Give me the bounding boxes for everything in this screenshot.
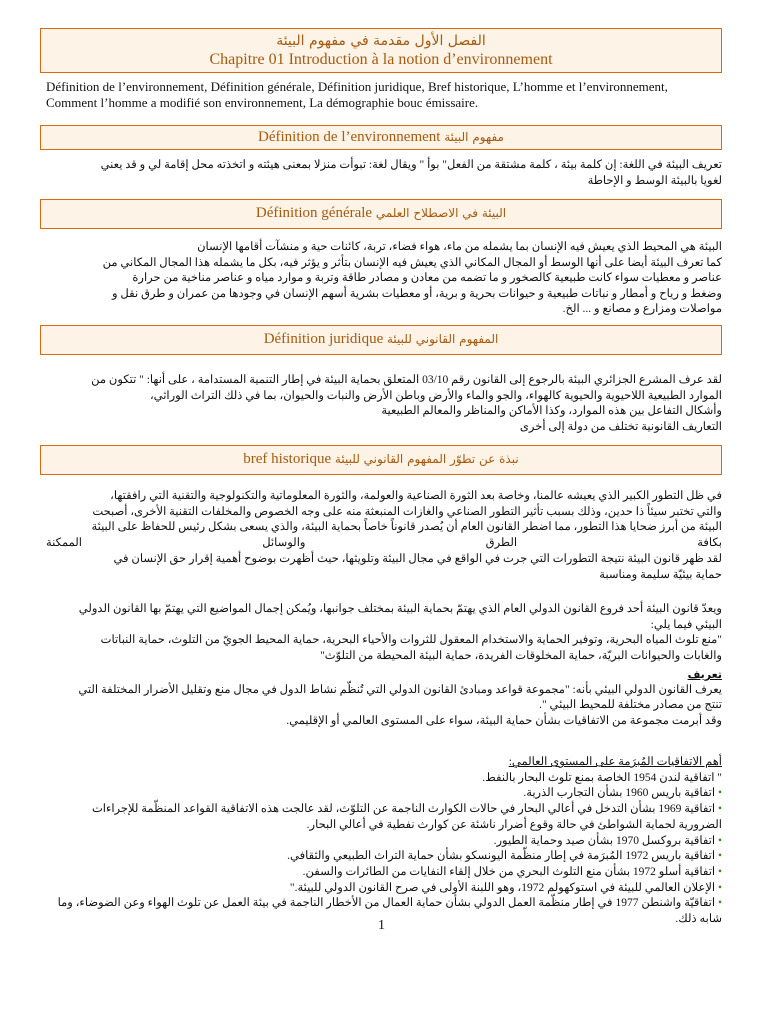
list-item bbox=[46, 834, 722, 850]
agreements-list bbox=[46, 755, 722, 928]
section-generale-box bbox=[40, 199, 722, 229]
bullet-icon: • bbox=[715, 865, 722, 878]
list-item-text: اتفاقية بروكسل 1970 بشأن صيد وحماية الطيور. bbox=[493, 834, 716, 847]
agreements-heading: أهم الاتفاقيات المُبرَمة على المستوى العالمي: bbox=[508, 756, 722, 768]
text-line: لغويا بالبيئة الوسط و الإحاطة bbox=[587, 175, 722, 187]
text-line: البيئة من أبرز ضحايا هذا التطور، مما اضطر القانون العام أن يُصدر قانوناً خاصاً بحماية البيئة، والذي يسعى بشكل رئيس للحفاظ على البيئة bbox=[91, 521, 722, 534]
text-line: مواصلات ومزارع و مصانع و ... الخ. bbox=[562, 303, 722, 316]
list-item-text: " اتفاقية لندن 1954 الخاصة بمنع تلوث البحار بالنفط. bbox=[482, 771, 722, 784]
list-item-text: اتفاقية أسلو 1972 بشأن منع التلوث البحري من خلال إلقاء النفايات من الطائرات والسفن. bbox=[302, 865, 716, 878]
text-line: تنتج من مصادر مختلفة للمحيط البيئي ". bbox=[539, 699, 722, 712]
section-bref-fr: bref historique bbox=[243, 451, 332, 467]
bullet-icon: • bbox=[715, 834, 722, 847]
list-item-text: اتفاقية باريس 1960 بشأن التجارب الذرية. bbox=[523, 787, 716, 800]
tarif-paragraph bbox=[46, 667, 722, 730]
list-item bbox=[46, 771, 722, 787]
text-line: عناصر و معطيات سواء كانت طبيعية كالصخور و ما تضمه من معادن و مصادر طاقة وتربة و موارد مياه و عناصر مناخية من حرارة bbox=[132, 272, 722, 285]
section-env-fr: Définition de l’environnement bbox=[258, 129, 441, 145]
section-bref-box bbox=[40, 445, 722, 475]
section-juridique-box bbox=[40, 325, 722, 355]
text-line: حماية بيئيّة سليمة ومناسبة bbox=[599, 568, 722, 581]
bullet-icon: • bbox=[715, 850, 722, 863]
list-item bbox=[46, 881, 722, 897]
text-line: التعاريف القانونية تختلف من دولة إلى أخرى bbox=[519, 420, 722, 433]
env-paragraph bbox=[46, 157, 722, 189]
chapter-title-box bbox=[40, 28, 722, 73]
list-item bbox=[46, 849, 722, 865]
chapter-title-fr: Chapitre 01 Introduction à la notion d’environnement bbox=[209, 51, 553, 68]
list-item-text: اتفاقية باريس 1972 المُبرَمة في إطار منظّمة اليونسكو بشأن حماية التراث الطبيعي والثقافي. bbox=[287, 850, 716, 863]
text-line: وأشكال التفاعل بين هذه الموارد، وكذا الأماكن والمناظر والمعالم الطبيعية bbox=[381, 405, 722, 417]
text-line: تعريف البيئة في اللغة: إن كلمة بيئة ، كلمة مشتقة من الفعل" بوأ " ويقال لغة: تبوأت منزلا بمعنى هيئته و اتخذته محل إقامة لي و قد يعني bbox=[100, 159, 722, 171]
page-number: 1 bbox=[378, 918, 385, 933]
bullet-icon: • bbox=[715, 897, 722, 910]
text-line: "منع تلوث المياه البحرية، وتوفير الحماية والاستخدام المعقول للثروات والأحياء البحرية، حماية المحيط الجويّ من التلوث، حماية النباتات bbox=[100, 634, 722, 647]
list-item-text: اتفاقية 1969 بشأن التدخل في أعالي البحار في حالات الكوارث الناجمة عن التلوّث، لقد عالجت هذه الاتفاقية القواعد المنظّمة للإجراءات الضرورية لحماية الشواطئ في حالة وقوع أضرار ناشئة عن كوارث نفطية في أعالي البحار. bbox=[91, 803, 722, 831]
list-item-text: الإعلان العالمي للبيئة في استوكهولم 1972، وهو اللبنة الأولى في صرح القانون الدولي للبيئة." bbox=[289, 881, 716, 894]
section-generale-fr: Définition générale bbox=[255, 205, 373, 221]
list-item-text: اتفاقيّة واشنطن 1977 في إطار منظّمة العمل الدولي بشأن حماية العمال من الأخطار الناجمة في بيئة العمل عن تلوث الهواء وعن الضوضاء، وما شابه ذلك. bbox=[57, 897, 722, 926]
text-line: ويعدّ قانون البيئة أحد فروع القانون الدولي العام الذي يهتمّ بحماية البيئة بمختلف جوانبها، ويُمكن إجمال المواضيع التي يهتمّ بها القانون الدولي bbox=[78, 603, 722, 615]
droit-paragraph bbox=[46, 602, 722, 665]
bullet-icon: • bbox=[715, 787, 722, 800]
text-line: الموارد الطبيعية اللاحيوية والحيوية كالهواء، والجو والماء والأرض وباطن الأرض والنبات والحيوان، بما في ذلك التراث الوراثي، bbox=[149, 389, 722, 402]
intro-paragraph: Définition de l’environnement, Définition générale, Définition juridique, Bref historique, L’homme et l’environnement, Comment l’homme a modifié son environnement, La démographie bouc émissaire. bbox=[46, 79, 668, 110]
section-env-box bbox=[40, 125, 722, 150]
section-juridique-fr: Définition juridique bbox=[263, 331, 384, 347]
section-generale-ar: البيئة في الاصطلاح العلمي bbox=[375, 206, 507, 220]
generale-paragraph bbox=[46, 240, 722, 318]
text-line: كما تعرف البيئة أيضا على أنها الوسط أو المجال المكاني الذي يعيش فيه الإنسان بتأثر و يؤثر فيه، بكل ما يشمله هذا المجال المكاني من bbox=[102, 256, 722, 269]
bullet-icon: • bbox=[715, 803, 722, 816]
bullet-icon: • bbox=[715, 881, 722, 894]
text-line: والغابات والحيوانات البريّة، حماية المخلوقات الفريدة، حماية البيئة المحيطة من التلوّث" bbox=[320, 650, 722, 663]
text-line: بكافة الطرق والوسائل الممكنة bbox=[46, 537, 722, 550]
list-item bbox=[46, 786, 722, 802]
list-item bbox=[46, 865, 722, 881]
tarif-label: تعريف bbox=[687, 668, 722, 681]
section-bref-ar: نبذة عن تطوّر المفهوم القانوني للبيئة bbox=[334, 452, 519, 466]
text-line: وقد أبرمت مجموعة من الاتفاقيات بشأن حماية البيئة، سواء على المستوى العالمي أو الإقليمي. bbox=[286, 715, 722, 728]
section-juridique-ar: المفهوم القانوني للبيئة bbox=[387, 332, 499, 346]
text-line: وضغط و رياح و أمطار و نباتات طبيعية و حيوانات بحرية و برية، أو معطيات بشرية أسهم الإنسان في وجودها من عمران و طرق نقل و bbox=[112, 287, 722, 300]
text-line: والتي تختبر سيئاً ذا حدين، وذلك بسبب تأثير التطور الصناعي والغازات المنبعثة منه على وجه الخصوص والمخلفات التقنية الأخرى، أصبحت bbox=[92, 505, 722, 518]
section-env-ar: مفهوم البيئة bbox=[444, 130, 504, 144]
text-line: لقد عرف المشرع الجزائري البيئة بالرجوع إلى القانون رقم 03/10 المتعلق بحماية البيئة في إطار التنمية المستدامة ، على أنها: " تتكون من bbox=[91, 374, 722, 386]
list-item bbox=[46, 802, 722, 833]
text-line: يعرف القانون الدولي البيئي بأنه: "مجموعة قواعد ومبادئ القانون الدولي التي تُنظّم نشاط الدول في مجال منع وتقليل الأضرار المختلفة التي bbox=[78, 683, 722, 696]
text-line: البيئي فيما يلي: bbox=[650, 618, 722, 631]
chapter-title-ar: الفصل الأول مقدمة في مفهوم البيئة bbox=[276, 33, 486, 49]
text-line: في ظل التطور الكبير الذي يعيشه عالمنا، وخاصة بعد الثورة الصناعية والعولمة، والثورة المعلوماتية والتكنولوجية والتقنية التي رافقتها، bbox=[110, 490, 722, 502]
juridique-paragraph bbox=[46, 373, 722, 435]
text-line: لقد ظهر قانون البيئة نتيجة التطورات التي جرت في الواقع في مجال البيئة وتلويثها، حيث أظهرت بوضوح أهمية إقرار حق الإنسان في bbox=[113, 552, 722, 565]
text-line: البيئة هي المحيط الذي يعيش فيه الإنسان بما يشمله من ماء، هواء فضاء، تربة، كائنات حية و منشآت أقامها الإنسان bbox=[197, 241, 722, 253]
bref-paragraph bbox=[46, 489, 722, 583]
